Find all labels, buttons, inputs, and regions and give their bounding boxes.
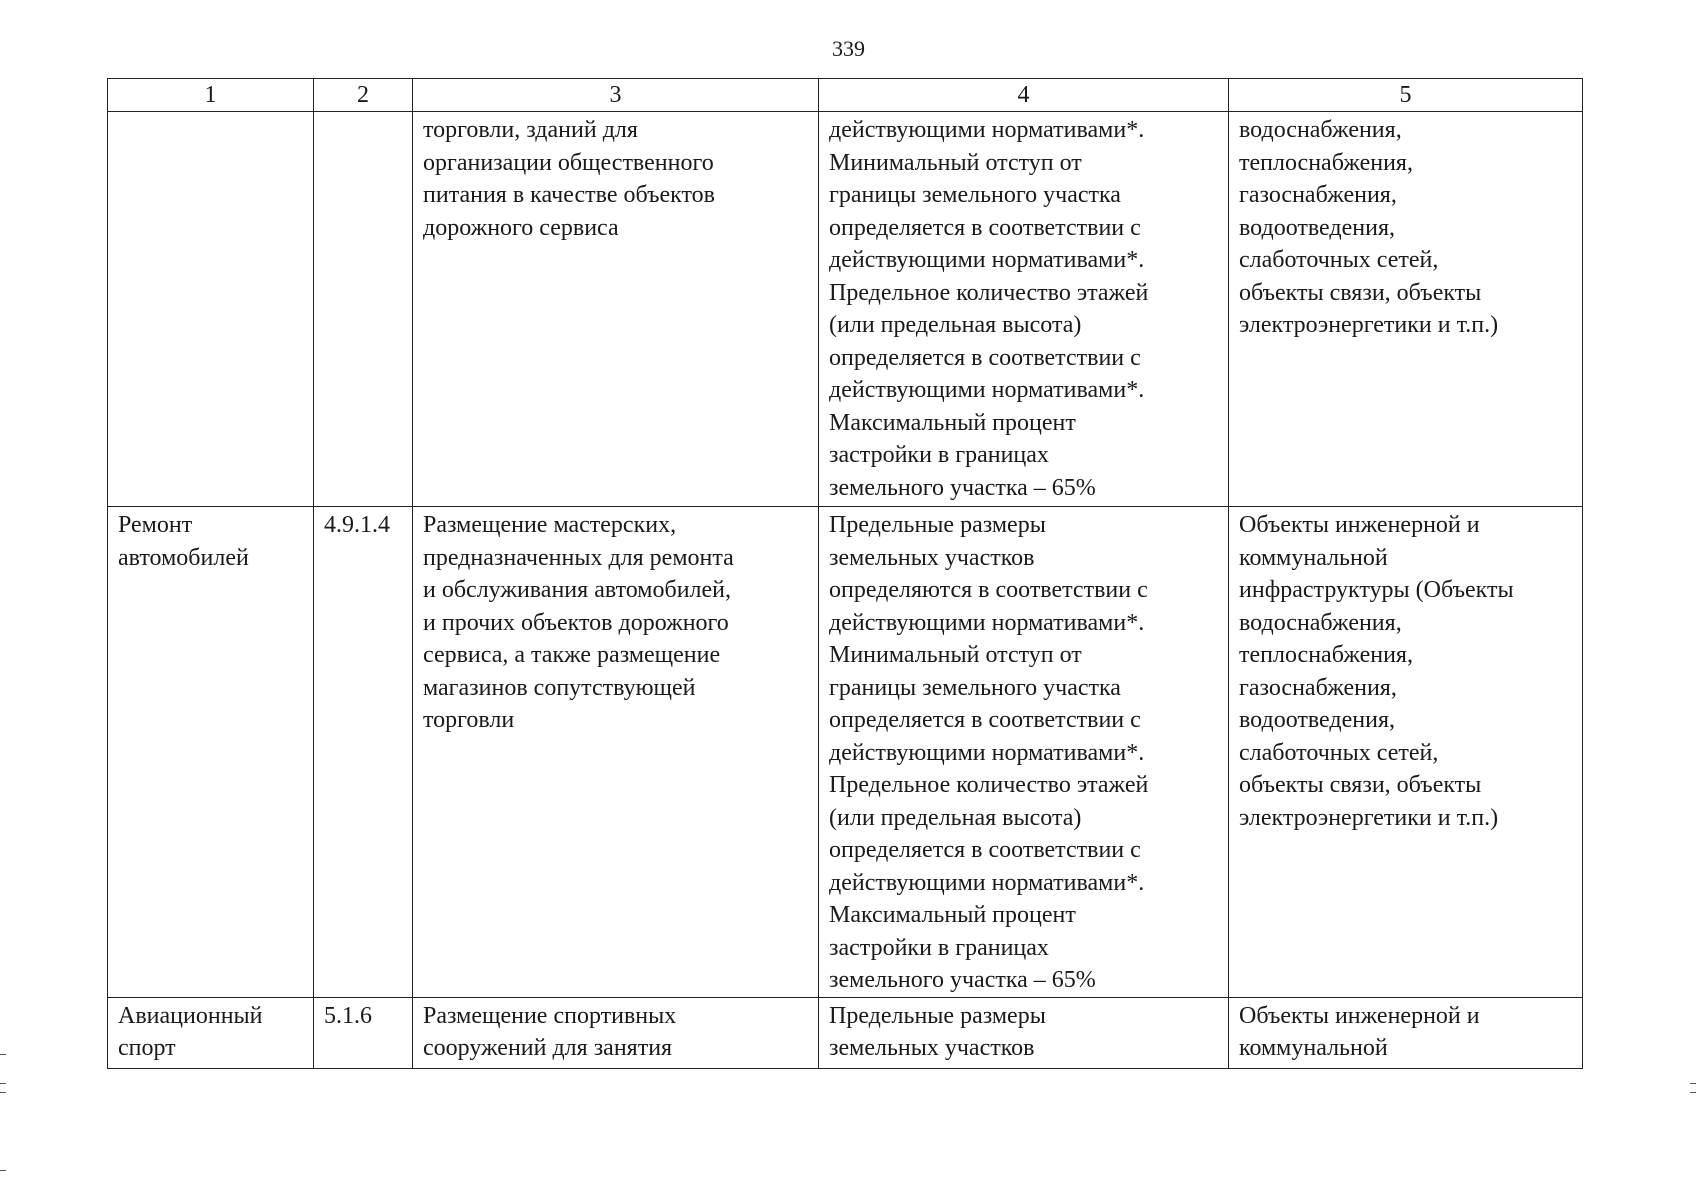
cell-text-line: водоснабжения, — [1239, 117, 1402, 143]
cell-text-line: земельных участков — [829, 544, 1035, 571]
cell-text-line: Предельное количество этажей — [829, 772, 1149, 798]
cell-text-line: Размещение мастерских, — [423, 512, 677, 538]
cell-text-line: Объекты инженерной и — [1239, 512, 1480, 538]
table-row — [108, 997, 1583, 1068]
cell-text-line: Предельные размеры — [829, 512, 1046, 538]
cell-text-line: границы земельного участка — [829, 182, 1121, 208]
cell-text-line: предназначенных для ремонта — [423, 544, 734, 571]
cell-text-line: Минимальный отступ от — [829, 149, 1082, 176]
cell-text-line: водоснабжения, — [1239, 609, 1402, 636]
cell-text-line: Минимальный отступ от — [829, 642, 1082, 668]
cell-text-line: застройки в границах — [829, 934, 1049, 961]
cell-text-line: Предельное количество этажей — [829, 279, 1149, 306]
cell-text-line: теплоснабжения, — [1239, 642, 1413, 668]
header-cell-4: 4 — [819, 79, 1229, 112]
cell-text-line: дорожного сервиса — [423, 214, 619, 241]
cell-text-line: водоотведения, — [1239, 707, 1395, 733]
header-cell-5: 5 — [1229, 79, 1583, 112]
cell-text-line: (или предельная высота) — [829, 312, 1082, 338]
cell-text-line: действующими нормативами*. — [829, 247, 1145, 273]
cell-text-line: действующими нормативами*. — [829, 377, 1145, 403]
cell-text-line: Размещение спортивных — [423, 1002, 677, 1029]
regulations-table — [107, 78, 1583, 1069]
use-code-cell — [314, 997, 413, 1068]
table-header-row — [108, 79, 1583, 112]
parameters-cell — [819, 112, 1229, 507]
scan-margin-mark — [0, 1083, 6, 1084]
cell-text-line: действующими нормативами*. — [829, 739, 1145, 766]
use-name-cell — [108, 507, 314, 998]
cell-text-line: спорт — [118, 1035, 176, 1061]
cell-text-line: объекты связи, объекты — [1239, 279, 1482, 306]
header-cell-3: 3 — [413, 79, 819, 112]
use-name-cell — [108, 112, 314, 507]
scan-margin-mark — [0, 1054, 6, 1055]
cell-text-line: Объекты инженерной и — [1239, 1002, 1480, 1029]
cell-text-line: магазинов сопутствующей — [423, 674, 696, 701]
cell-text-line: слаботочных сетей, — [1239, 739, 1439, 766]
cell-text-line: Максимальный процент — [829, 902, 1076, 928]
cell-text-line: Авиационный — [118, 1002, 263, 1029]
scan-margin-mark — [1690, 1083, 1696, 1084]
scan-margin-mark — [0, 1170, 6, 1171]
cell-text-line: 4.9.1.4 — [324, 512, 390, 538]
cell-text-line: и обслуживания автомобилей, — [423, 577, 732, 603]
cell-text-line: действующими нормативами*. — [829, 117, 1145, 143]
cell-text-line: теплоснабжения, — [1239, 149, 1413, 176]
cell-text-line: автомобилей — [118, 544, 249, 571]
cell-text-line: объекты связи, объекты — [1239, 772, 1482, 798]
cell-text-line: питания в качестве объектов — [423, 182, 715, 208]
table-row — [108, 507, 1583, 998]
cell-text-line: электроэнергетики и т.п.) — [1239, 312, 1499, 338]
cell-text-line: определяется в соответствии с — [829, 837, 1141, 863]
cell-text-line: определяется в соответствии с — [829, 344, 1141, 371]
use-description-cell — [413, 997, 819, 1068]
infrastructure-cell — [1229, 112, 1583, 507]
cell-text-line: действующими нормативами*. — [829, 609, 1145, 636]
infrastructure-cell — [1229, 507, 1583, 998]
cell-text-line: Максимальный процент — [829, 409, 1076, 436]
cell-text-line: действующими нормативами*. — [829, 869, 1145, 896]
use-code-cell — [314, 112, 413, 507]
cell-text-line: и прочих объектов дорожного — [423, 609, 729, 636]
use-code-cell — [314, 507, 413, 998]
use-name-cell — [108, 997, 314, 1068]
cell-text-line: определяются в соответствии с — [829, 577, 1148, 603]
cell-text-line: 5.1.6 — [324, 1002, 372, 1029]
cell-text-line: определяется в соответствии с — [829, 214, 1141, 241]
header-cell-2: 2 — [314, 79, 413, 112]
scan-margin-mark — [1690, 1092, 1696, 1093]
cell-text-line: коммунальной — [1239, 544, 1388, 571]
cell-text-line: водоотведения, — [1239, 214, 1395, 241]
cell-text-line: электроэнергетики и т.п.) — [1239, 804, 1499, 831]
cell-text-line: организации общественного — [423, 149, 714, 176]
parameters-cell — [819, 507, 1229, 998]
use-description-cell — [413, 507, 819, 998]
table-row — [108, 112, 1583, 507]
cell-text-line: газоснабжения, — [1239, 674, 1397, 701]
cell-text-line: определяется в соответствии с — [829, 707, 1141, 733]
cell-text-line: (или предельная высота) — [829, 804, 1082, 831]
cell-text-line: торговли — [423, 707, 515, 733]
infrastructure-cell — [1229, 997, 1583, 1068]
cell-text-line: Ремонт — [118, 512, 193, 538]
cell-text-line: торговли, зданий для — [423, 117, 638, 143]
cell-text-line: слаботочных сетей, — [1239, 247, 1439, 273]
cell-text-line: границы земельного участка — [829, 674, 1121, 701]
cell-text-line: сооружений для занятия — [423, 1035, 673, 1061]
header-cell-1: 1 — [108, 79, 314, 112]
page-number: 339 — [832, 36, 865, 61]
cell-text-line: земельного участка – 65% — [829, 967, 1096, 993]
cell-text-line: сервиса, а также размещение — [423, 642, 721, 668]
parameters-cell — [819, 997, 1229, 1068]
cell-text-line: коммунальной — [1239, 1035, 1388, 1061]
cell-text-line: земельного участка – 65% — [829, 474, 1096, 501]
cell-text-line: застройки в границах — [829, 442, 1049, 468]
cell-text-line: газоснабжения, — [1239, 182, 1397, 208]
cell-text-line: земельных участков — [829, 1035, 1035, 1061]
cell-text-line: инфраструктуры (Объекты — [1239, 577, 1514, 603]
scan-margin-mark — [0, 1092, 6, 1093]
use-description-cell — [413, 112, 819, 507]
cell-text-line: Предельные размеры — [829, 1002, 1046, 1029]
